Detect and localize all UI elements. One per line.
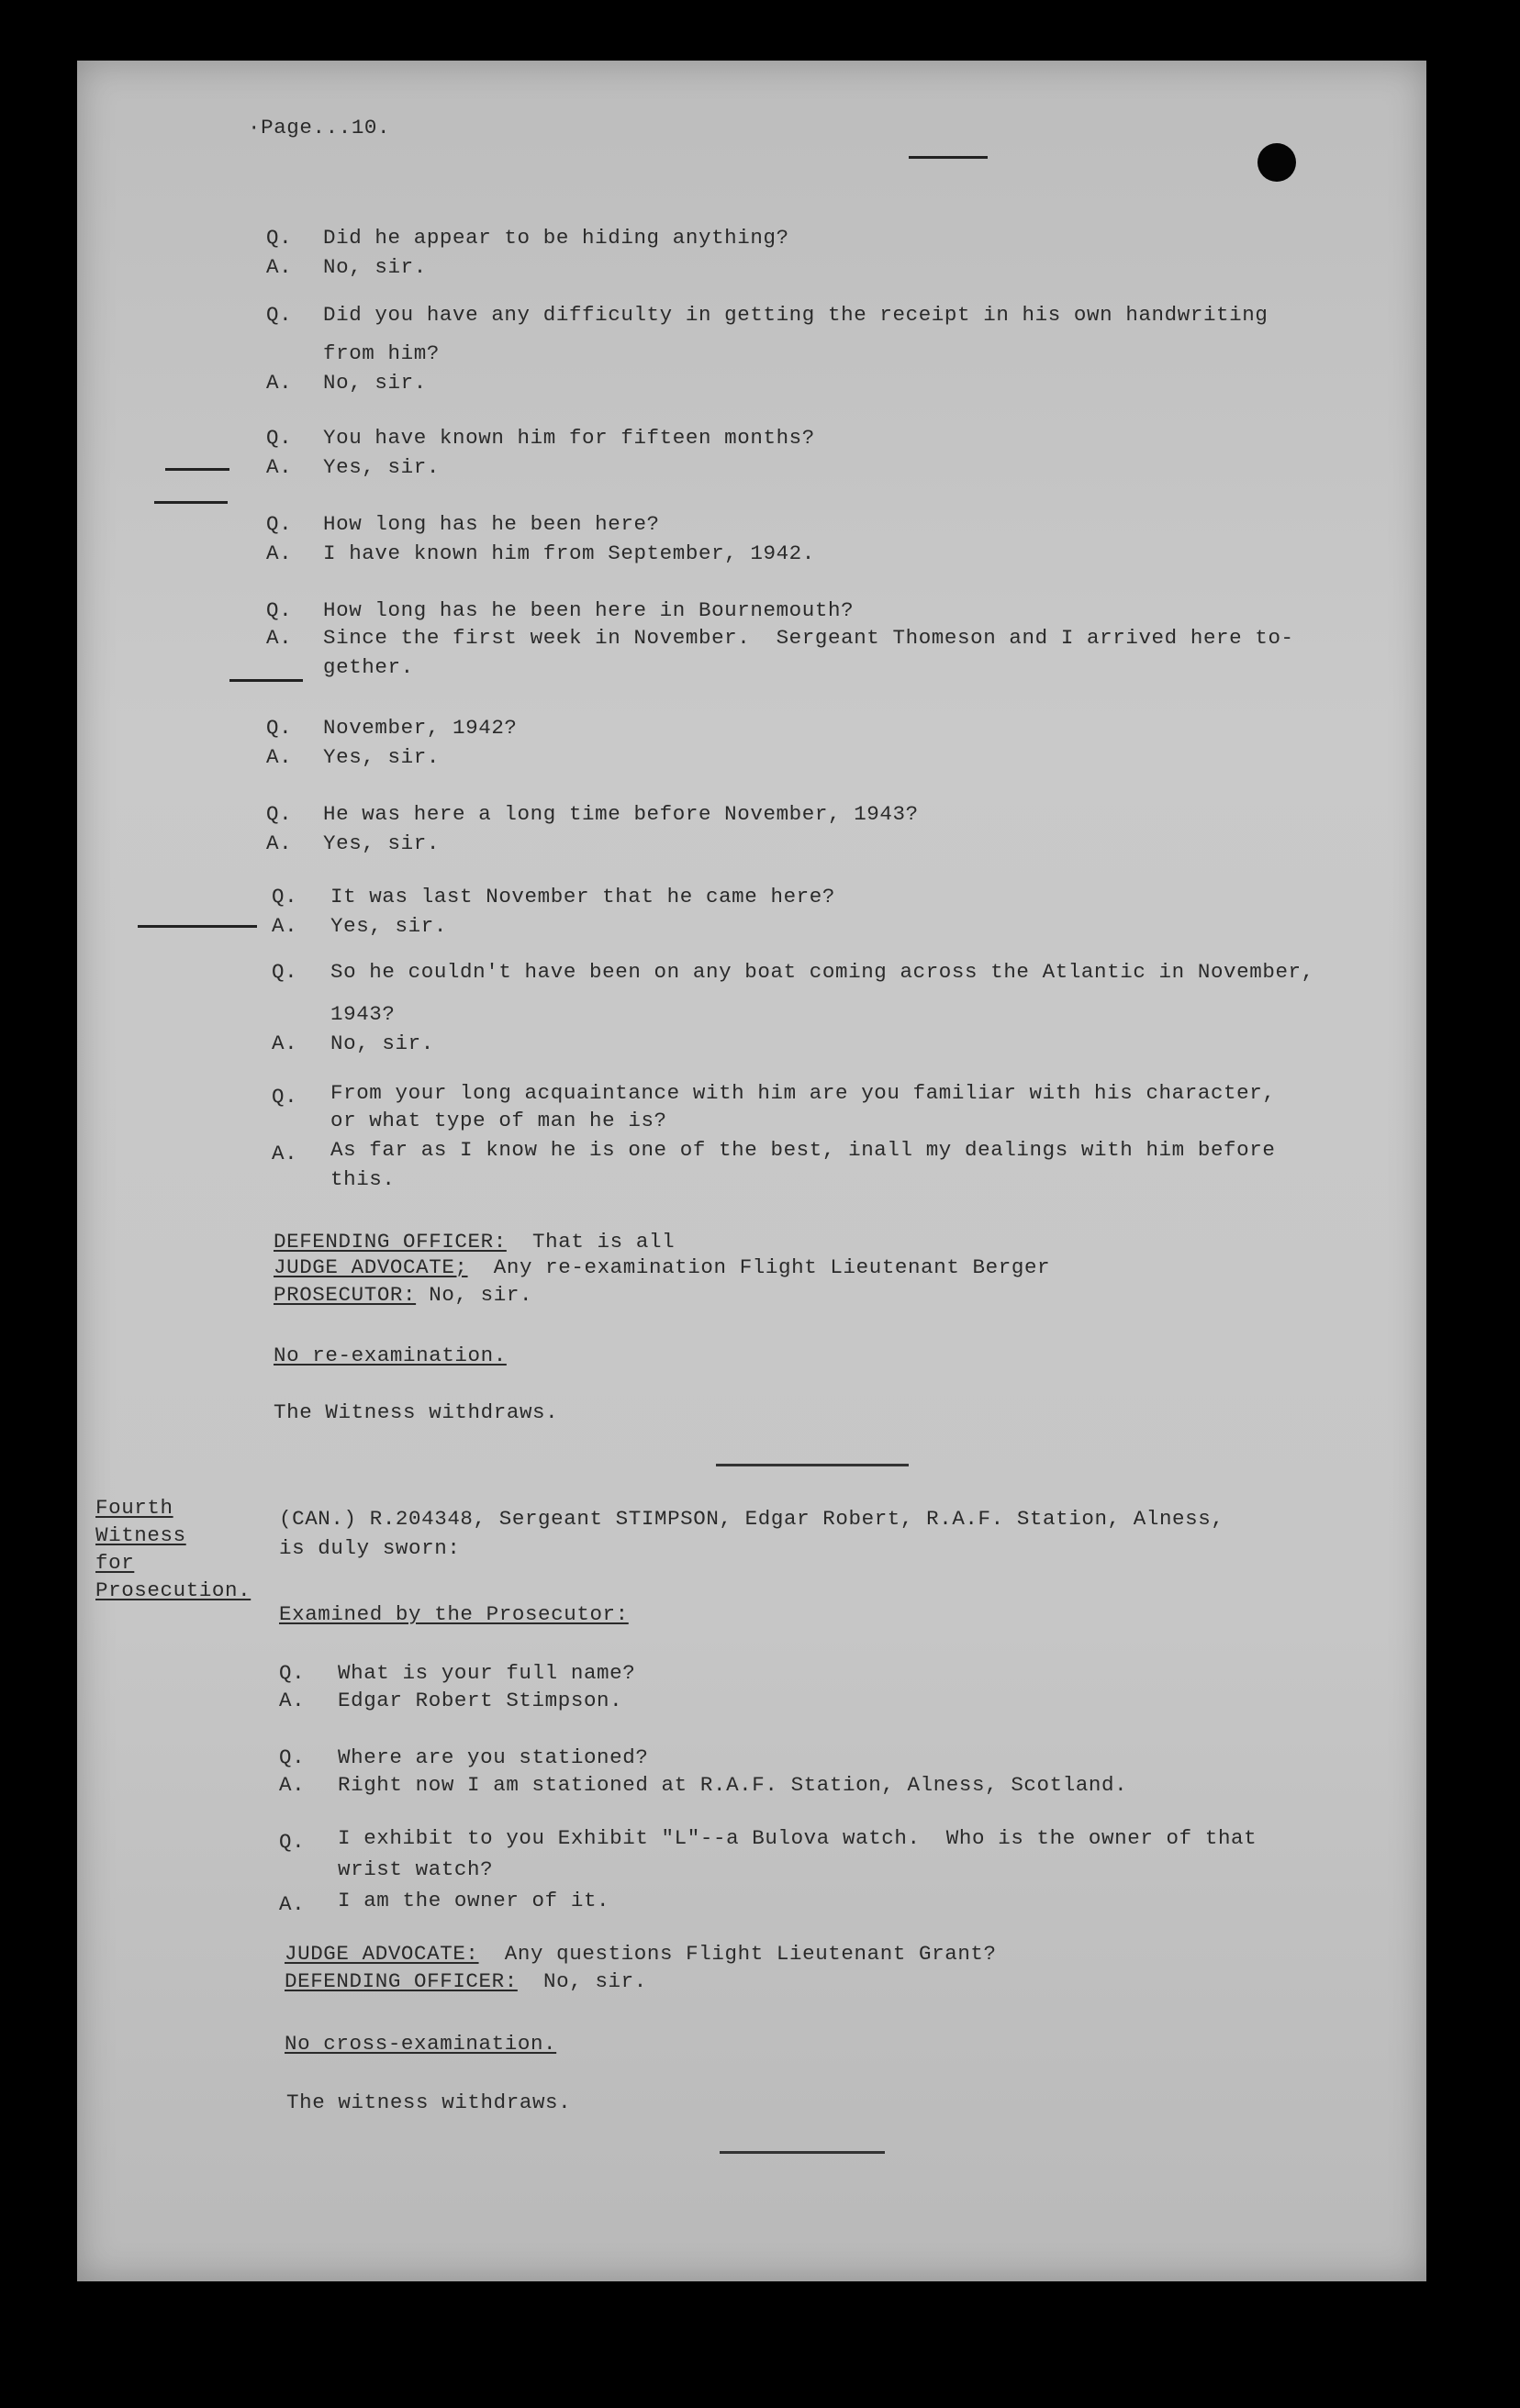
witness-intro: (CAN.) R.204348, Sergeant STIMPSON, Edgar Robert, R.A.F. Station, Alness, bbox=[279, 1507, 1224, 1531]
judge-advocate-text: Any re-examination Flight Lieutenant Berger bbox=[467, 1255, 1051, 1279]
a-label: A. bbox=[272, 1031, 298, 1055]
defending-officer-text: No, sir. bbox=[517, 1969, 647, 1993]
witness-withdraws: The Witness withdraws. bbox=[274, 1400, 559, 1424]
a-label: A. bbox=[266, 745, 293, 769]
a-label: A. bbox=[266, 831, 293, 855]
witness-withdraws: The witness withdraws. bbox=[286, 2090, 572, 2114]
q-label: Q. bbox=[272, 1085, 298, 1109]
answer: No, sir. bbox=[323, 371, 427, 395]
question: What is your full name? bbox=[338, 1661, 636, 1685]
question-cont: or what type of man he is? bbox=[330, 1109, 667, 1132]
answer: Yes, sir. bbox=[323, 455, 440, 479]
a-label: A. bbox=[279, 1892, 306, 1916]
a-label: A. bbox=[266, 541, 293, 565]
a-label: A. bbox=[272, 914, 298, 938]
speaker-line bbox=[274, 1228, 675, 1255]
question: From your long acquaintance with him are you familiar with his character, bbox=[330, 1081, 1276, 1105]
page-number: ·Page...10. bbox=[248, 116, 391, 139]
question: I exhibit to you Exhibit "L"--a Bulova watch. Who is the owner of that bbox=[338, 1826, 1257, 1850]
judge-advocate-label: JUDGE ADVOCATE; bbox=[274, 1255, 468, 1279]
speaker-line bbox=[274, 1254, 1050, 1281]
answer: Since the first week in November. Sergeant Thomeson and I arrived here to- bbox=[323, 626, 1294, 650]
no-cross-examination: No cross-examination. bbox=[285, 2032, 557, 2056]
a-label: A. bbox=[279, 1773, 306, 1797]
judge-advocate-label: JUDGE ADVOCATE: bbox=[285, 1942, 479, 1966]
question: Where are you stationed? bbox=[338, 1745, 649, 1769]
answer: Right now I am stationed at R.A.F. Station, Alness, Scotland. bbox=[338, 1773, 1128, 1797]
defending-officer-text: That is all bbox=[506, 1230, 676, 1254]
question-cont: from him? bbox=[323, 341, 440, 365]
defending-officer-label: DEFENDING OFFICER: bbox=[274, 1230, 507, 1254]
speaker-line bbox=[274, 1281, 532, 1309]
ink-mark bbox=[229, 679, 303, 682]
answer: Edgar Robert Stimpson. bbox=[338, 1689, 623, 1712]
ink-mark bbox=[138, 925, 257, 928]
question: So he couldn't have been on any boat coming across the Atlantic in November, bbox=[330, 960, 1314, 984]
question: You have known him for fifteen months? bbox=[323, 426, 815, 450]
witness-intro: is duly sworn: bbox=[279, 1536, 461, 1560]
question: He was here a long time before November, 1943? bbox=[323, 802, 919, 826]
margin-heading: Witness bbox=[95, 1523, 186, 1547]
ink-mark bbox=[154, 501, 228, 504]
examined-by: Examined by the Prosecutor: bbox=[279, 1602, 629, 1626]
a-label: A. bbox=[279, 1689, 306, 1712]
answer: Yes, sir. bbox=[323, 831, 440, 855]
margin-heading: for bbox=[95, 1551, 135, 1575]
speaker-line bbox=[285, 1940, 997, 1968]
prosecutor-label: PROSECUTOR: bbox=[274, 1283, 417, 1307]
q-label: Q. bbox=[266, 303, 293, 327]
q-label: Q. bbox=[272, 960, 298, 984]
answer-cont: this. bbox=[330, 1167, 396, 1191]
q-label: Q. bbox=[266, 512, 293, 536]
q-label: Q. bbox=[279, 1830, 306, 1854]
question: It was last November that he came here? bbox=[330, 885, 835, 909]
a-label: A. bbox=[272, 1142, 298, 1165]
punch-hole bbox=[1257, 143, 1296, 182]
answer: No, sir. bbox=[323, 255, 427, 279]
question: Did you have any difficulty in getting the receipt in his own handwriting bbox=[323, 303, 1269, 327]
question: November, 1942? bbox=[323, 716, 518, 740]
no-reexamination: No re-examination. bbox=[274, 1343, 507, 1367]
q-label: Q. bbox=[266, 226, 293, 250]
question: How long has he been here? bbox=[323, 512, 660, 536]
a-label: A. bbox=[266, 626, 293, 650]
judge-advocate-text: Any questions Flight Lieutenant Grant? bbox=[478, 1942, 997, 1966]
answer: As far as I know he is one of the best, inall my dealings with him before bbox=[330, 1138, 1276, 1162]
q-label: Q. bbox=[266, 716, 293, 740]
ink-mark bbox=[909, 156, 988, 159]
margin-heading: Fourth bbox=[95, 1496, 173, 1520]
a-label: A. bbox=[266, 455, 293, 479]
section-separator bbox=[716, 1464, 909, 1466]
a-label: A. bbox=[266, 371, 293, 395]
answer-cont: gether. bbox=[323, 655, 414, 679]
answer: Yes, sir. bbox=[323, 745, 440, 769]
a-label: A. bbox=[266, 255, 293, 279]
section-separator bbox=[720, 2151, 885, 2154]
answer: No, sir. bbox=[330, 1031, 434, 1055]
answer: I have known him from September, 1942. bbox=[323, 541, 815, 565]
answer: I am the owner of it. bbox=[338, 1889, 610, 1912]
q-label: Q. bbox=[272, 885, 298, 909]
defending-officer-label: DEFENDING OFFICER: bbox=[285, 1969, 518, 1993]
speaker-line bbox=[285, 1968, 647, 1995]
q-label: Q. bbox=[266, 802, 293, 826]
q-label: Q. bbox=[279, 1745, 306, 1769]
question: Did he appear to be hiding anything? bbox=[323, 226, 789, 250]
answer: Yes, sir. bbox=[330, 914, 447, 938]
question-cont: 1943? bbox=[330, 1002, 396, 1026]
q-label: Q. bbox=[266, 426, 293, 450]
margin-heading: Prosecution. bbox=[95, 1578, 251, 1602]
q-label: Q. bbox=[266, 598, 293, 622]
prosecutor-text: No, sir. bbox=[416, 1283, 533, 1307]
question-cont: wrist watch? bbox=[338, 1857, 494, 1881]
q-label: Q. bbox=[279, 1661, 306, 1685]
ink-mark bbox=[165, 468, 229, 471]
question: How long has he been here in Bournemouth? bbox=[323, 598, 855, 622]
